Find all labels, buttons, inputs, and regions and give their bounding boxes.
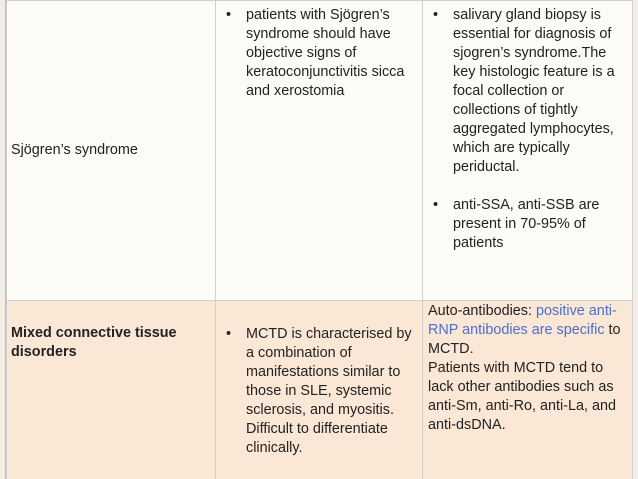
clinical-cell bbox=[216, 1, 423, 301]
bullet-icon: • bbox=[226, 7, 232, 23]
bullet-icon: • bbox=[433, 7, 439, 23]
lab-cell bbox=[423, 1, 633, 301]
condition-cell bbox=[7, 1, 216, 301]
lab-prefix: Auto-antibodies: bbox=[428, 303, 537, 319]
clinical-cell bbox=[216, 301, 423, 479]
lab-list bbox=[423, 1, 632, 253]
clinical-list bbox=[216, 301, 422, 458]
list-item-text: salivary gland biopsy is essential for diagnosis of sjogren’s syndrome.The key histologic feature is a focal collection or collections of tightly aggregated lymphocytes, which are typically periductal. bbox=[453, 7, 615, 175]
table-row bbox=[7, 1, 633, 301]
lab-paragraph bbox=[428, 302, 628, 359]
comparison-table bbox=[6, 0, 633, 479]
bullet-icon: • bbox=[226, 326, 232, 342]
lab-paragraph-second: Patients with MCTD tend to lack other antibodies such as anti-Sm, anti-Ro, anti-La, and anti-dsDNA. bbox=[428, 360, 616, 433]
list-item-text: anti-SSA, anti-SSB are present in 70-95% of patients bbox=[453, 197, 600, 251]
condition-name: Sjögren’s syndrome bbox=[11, 142, 138, 158]
list-item bbox=[226, 325, 416, 458]
clinical-list bbox=[216, 1, 422, 101]
condition-cell bbox=[7, 301, 216, 479]
lab-suffix: to MCTD. bbox=[428, 322, 621, 357]
condition-name: Mixed connective tissue disorders bbox=[11, 325, 177, 360]
lab-cell bbox=[423, 301, 633, 479]
list-item bbox=[226, 6, 416, 101]
list-item bbox=[433, 6, 626, 177]
condition-wrap bbox=[11, 305, 211, 362]
lab-highlight: positive anti-RNP antibodies are specific bbox=[428, 303, 617, 338]
list-item bbox=[433, 196, 626, 253]
bullet-icon: • bbox=[433, 197, 439, 213]
list-item-text: patients with Sjögren’s syndrome should have objective signs of keratoconjunctivitis sicca and xerostomia bbox=[246, 7, 405, 99]
table-row bbox=[7, 301, 633, 479]
list-item-text: MCTD is characterised by a combination of manifestations similar to those in SLE, systemic sclerosis, and myositis. Difficult to differentiate clinically. bbox=[246, 326, 412, 456]
